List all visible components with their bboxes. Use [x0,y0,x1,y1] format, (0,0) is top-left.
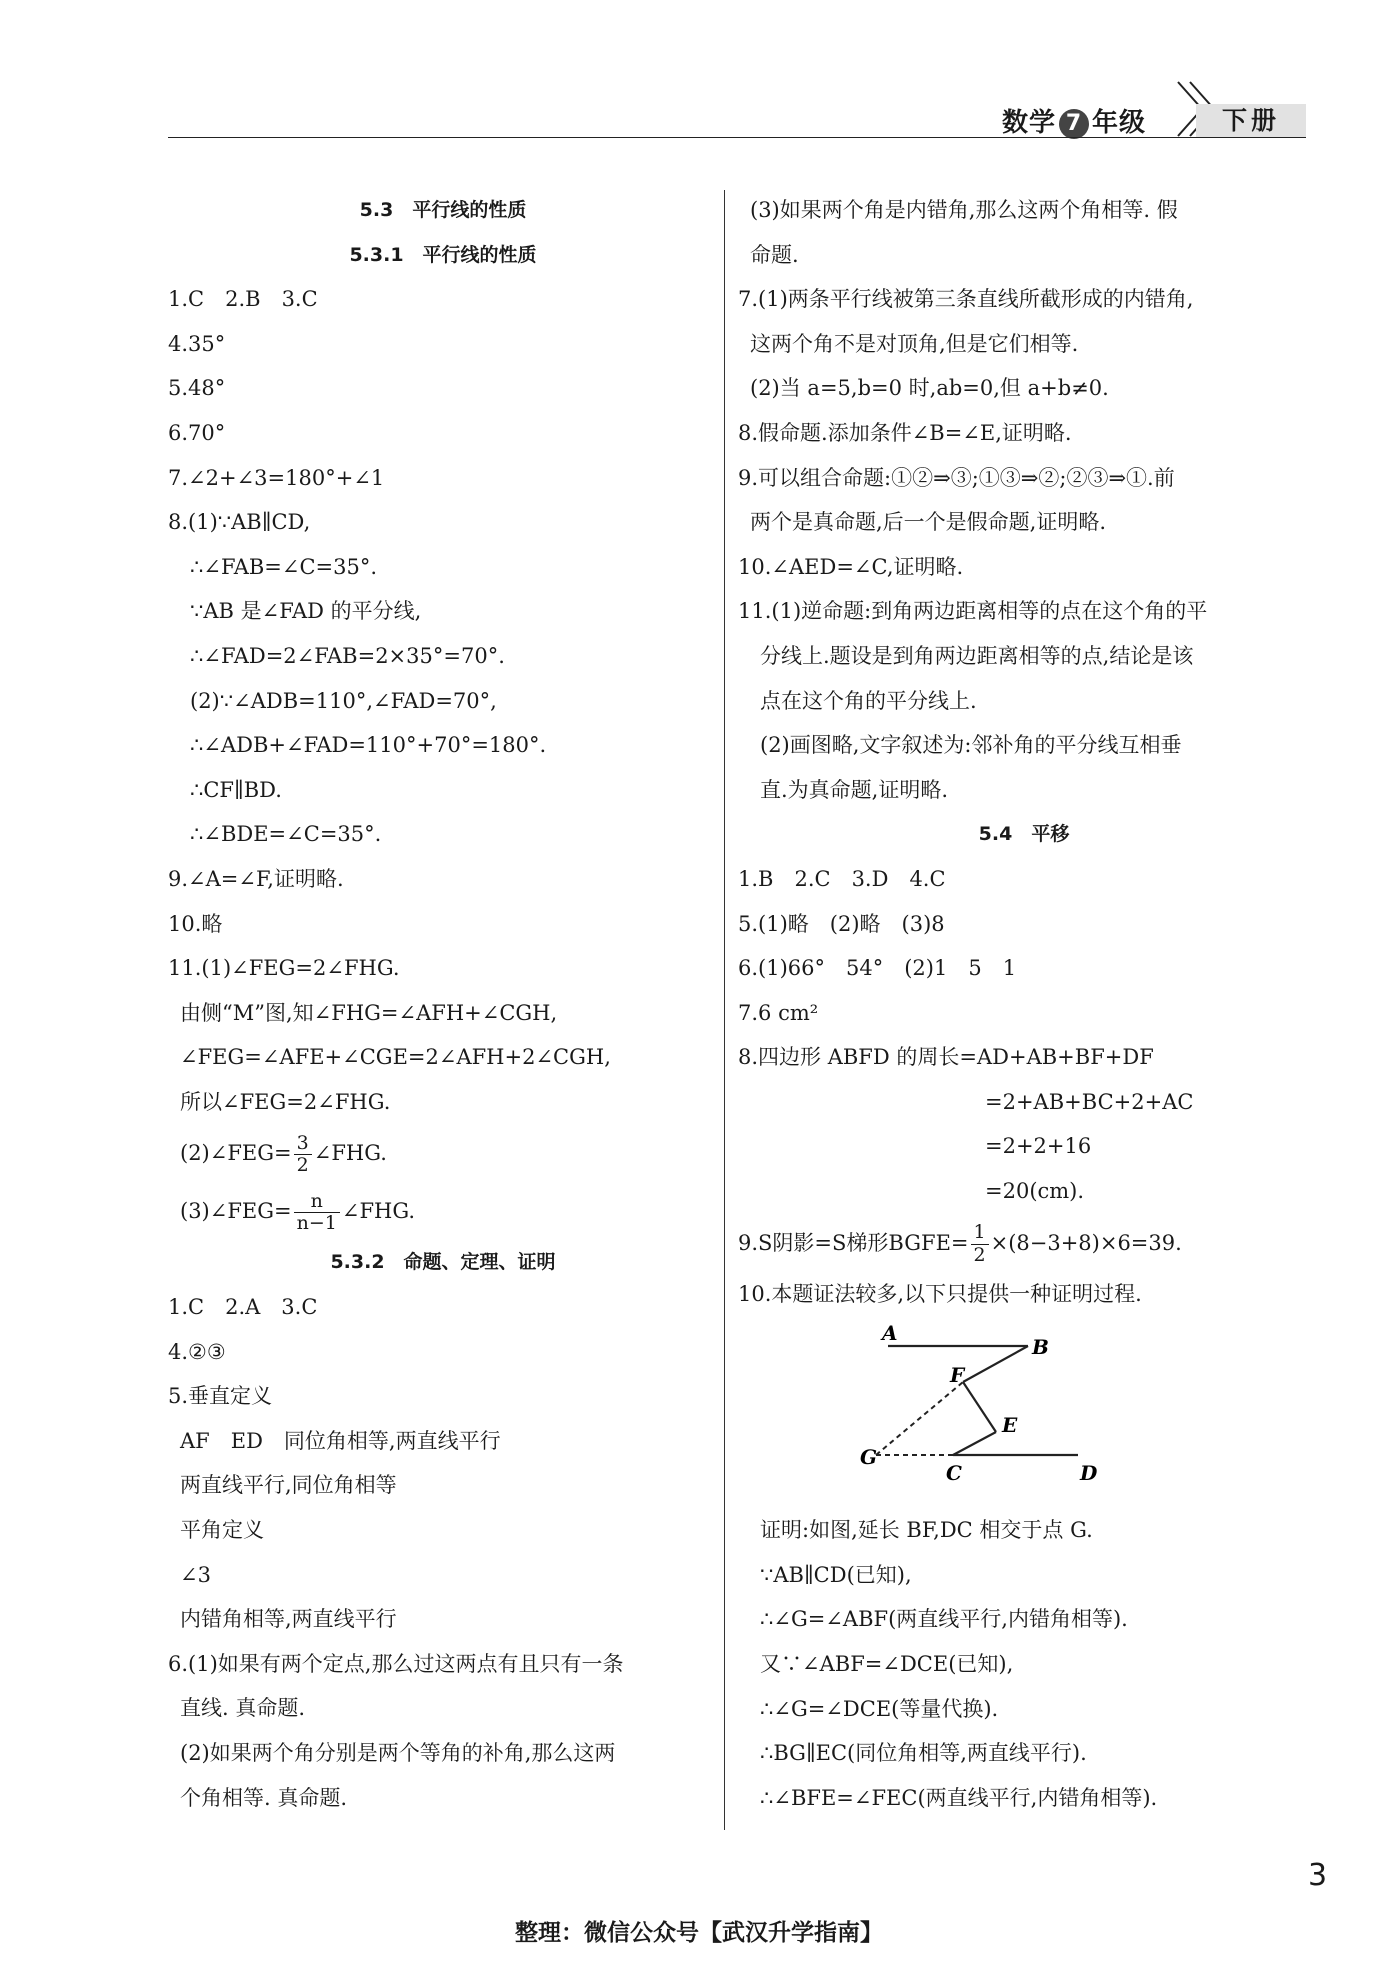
answer-text: 证明:如图,延长 BF,DC 相交于点 G. [760,1518,1093,1543]
answer-text: 内错角相等,两直线平行 [180,1607,397,1632]
answer-line [168,1374,718,1419]
fraction-denominator: n−1 [296,1212,337,1235]
answer-text: 个角相等. 真命题. [180,1785,348,1810]
answer-line [738,1553,1310,1598]
answer-line [738,500,1310,545]
answer-line [168,991,718,1036]
subject-label: 数学 [1002,108,1057,138]
footer-note: 整理：微信公众号【武汉升学指南】 [515,1920,883,1946]
answer-text: 8.假命题.添加条件∠B=∠E,证明略. [738,420,1072,445]
answer-text: 7.∠2+∠3=180°+∠1 [168,465,385,490]
label-B: B [1032,1335,1049,1360]
answer-line [738,1597,1310,1642]
answer-line [168,322,718,367]
geometry-figure [858,1320,1158,1510]
answer-line [738,233,1310,278]
answer-text: 两个是真命题,后一个是假命题,证明略. [750,510,1107,535]
label-C: C [946,1461,962,1486]
answer-text: (3)∠FEG= [180,1199,292,1224]
answer-line [738,723,1310,768]
answer-line [168,277,718,322]
header-subject [1002,102,1146,139]
grade-badge: 7 [1059,109,1089,139]
fraction-numerator: 1 [971,1222,989,1245]
answer-text: 1.B 2.C 3.D 4.C [738,866,946,891]
segment-BF [963,1346,1028,1382]
answer-text: 10.本题证法较多,以下只提供一种证明过程. [738,1281,1142,1306]
answer-line [738,946,1310,991]
answer-line [168,1080,718,1125]
answer-text: 9.可以组合命题:①②⇒③;①③⇒②;②③⇒①.前 [738,465,1175,490]
answer-text: ∠3 [180,1562,211,1587]
answer-text: (2)∵∠ADB=110°,∠FAD=70°, [190,688,497,713]
answer-text: 5.3 平行线的性质 [359,199,527,221]
answer-line [168,545,718,590]
answer-text: ∴∠G=∠ABF(两直线平行,内错角相等). [760,1607,1128,1632]
answer-text: (2)画图略,文字叙述为:邻补角的平分线互相垂 [760,733,1182,758]
dashed-GF [876,1382,963,1455]
header-rule [168,137,1306,138]
answer-text: 分线上.题设是到角两边距离相等的点,结论是该 [760,643,1194,668]
answer-text: ∵AB 是∠FAD 的平分线, [190,599,422,624]
answer-line [168,589,718,634]
answer-text: ∴∠BFE=∠FEC(两直线平行,内错角相等). [760,1785,1158,1810]
answer-text: =2+AB+BC+2+AC [985,1089,1194,1114]
answer-text: (3)如果两个角是内错角,那么这两个角相等. 假 [750,198,1178,222]
answer-line [738,768,1310,813]
answer-line [738,545,1310,590]
answer-line [168,723,718,768]
answer-line [168,456,718,501]
answer-text: ∴∠FAD=2∠FAB=2×35°=70°. [190,643,505,668]
right-answer-column [738,188,1310,1820]
answer-line [738,634,1310,679]
fraction [294,1133,312,1178]
answer-text: 又∵∠ABF=∠DCE(已知), [760,1652,1014,1677]
answer-line [738,1508,1310,1553]
answer-text: 10.∠AED=∠C,证明略. [738,554,964,579]
answer-text: 这两个角不是对顶角,但是它们相等. [750,331,1079,356]
answer-text: 由侧“M”图,知∠FHG=∠AFH+∠CGH, [180,1000,558,1025]
fraction-denominator: 2 [973,1243,986,1266]
answer-line [168,1686,718,1731]
answer-line [738,366,1310,411]
answer-text: ∴∠G=∠DCE(等量代换). [760,1696,999,1721]
answer-text: 8.四边形 ABFD 的周长=AD+AB+BF+DF [738,1045,1154,1070]
answer-text: 直.为真命题,证明略. [760,777,949,802]
answer-line [738,991,1310,1036]
answer-text-tail: ∠FHG. [341,1199,416,1224]
answer-text-tail: ∠FHG. [313,1141,387,1166]
answer-line [168,812,718,857]
answer-text: 5.3.2 命题、定理、证明 [330,1251,556,1274]
answer-text: (2)∠FEG= [180,1141,292,1166]
answer-line [738,1272,1310,1317]
answer-line [738,1776,1310,1821]
volume-tab: 下册 [1196,104,1306,137]
answer-text: ∴∠BDE=∠C=35°. [190,822,382,847]
answer-text: 11.(1)逆命题:到角两边距离相等的点在这个角的平 [738,599,1208,624]
answer-text: 10.略 [168,911,223,936]
answer-text: 1.C 2.A 3.C [168,1295,318,1320]
answer-text: =2+2+16 [985,1134,1092,1159]
segment-FE [963,1382,996,1432]
answer-line [168,768,718,813]
answer-line [168,946,718,991]
answer-line [738,1124,1310,1169]
answer-line [738,1214,1310,1272]
answer-line [168,1731,718,1776]
answer-text: 6.(1)66° 54° (2)1 5 1 [738,956,1017,981]
answer-text: ∠FEG=∠AFE+∠CGE=2∠AFH+2∠CGH, [180,1045,611,1070]
label-G: G [860,1445,878,1470]
answer-text-tail: ×(8−3+8)×6=39. [990,1230,1182,1255]
answer-text: 5.(1)略 (2)略 (3)8 [738,911,945,936]
answer-line [168,634,718,679]
answer-line [738,456,1310,501]
answer-text: 命题. [750,242,799,267]
answer-text: (2)当 a=5,b=0 时,ab=0,但 a+b≠0. [750,376,1109,401]
answer-line [738,1687,1310,1732]
answer-line [168,679,718,724]
answer-text: ∵AB∥CD(已知), [760,1562,912,1587]
answer-text: ∴BG∥EC(同位角相等,两直线平行). [760,1741,1087,1766]
answer-line [168,1463,718,1508]
answer-line [168,1035,718,1080]
segment-EC [953,1432,996,1455]
answer-line [738,857,1310,902]
answer-line [168,1182,718,1240]
answer-text: 7.6 cm² [738,1000,819,1025]
fraction-denominator: 2 [296,1154,309,1177]
answer-line [738,1642,1310,1687]
answer-line [168,1553,718,1598]
answer-line [168,1124,718,1182]
answer-line [738,277,1310,322]
answer-line [168,500,718,545]
label-F: F [950,1363,965,1388]
answer-text: 5.48° [168,376,226,401]
left-answer-column [168,188,718,1820]
section-heading [738,812,1310,857]
answer-text: 8.(1)∵AB∥CD, [168,510,311,535]
answer-text: (2)如果两个角分别是两个等角的补角,那么这两 [180,1741,616,1765]
answer-text: 6.(1)如果有两个定点,那么过这两点有且只有一条 [168,1651,624,1676]
answer-text: AF ED 同位角相等,两直线平行 [180,1428,501,1453]
answer-text: =20(cm). [985,1179,1085,1204]
answer-text: 5.3.1 平行线的性质 [349,243,537,266]
answer-line [168,902,718,947]
answer-text: 5.垂直定义 [168,1384,273,1409]
section-heading [168,1240,718,1285]
column-divider [724,190,725,1830]
answer-text: 6.70° [168,420,226,445]
answer-line [738,589,1310,634]
answer-line [168,1285,718,1330]
answer-line [168,1330,718,1375]
answer-line [168,857,718,902]
answer-line [738,1035,1310,1080]
fraction-numerator: n [294,1191,340,1214]
answer-text: 9.∠A=∠F,证明略. [168,866,344,891]
answer-line [168,1776,718,1821]
answer-text: 5.4 平移 [978,823,1070,846]
section-heading [168,233,718,278]
fraction [971,1222,989,1267]
answer-text: 所以∠FEG=2∠FHG. [180,1089,391,1114]
answer-text: 点在这个角的平分线上. [760,688,977,713]
answer-text: 1.C 2.B 3.C [168,287,318,312]
answer-line [738,679,1310,724]
answer-text: ∴∠ADB+∠FAD=110°+70°=180°. [190,733,547,758]
fraction [294,1191,340,1236]
answer-line [168,1508,718,1553]
answer-text: 9.S阴影=S梯形BGFE= [738,1230,969,1255]
answer-line [738,1169,1310,1214]
answer-line [168,411,718,456]
answer-line [168,1597,718,1642]
answer-text: ∴CF∥BD. [190,777,282,802]
answer-line [738,902,1310,947]
label-E: E [1002,1413,1018,1438]
answer-line [168,366,718,411]
page-number: 3 [1308,1858,1328,1893]
answer-text: 两直线平行,同位角相等 [180,1473,397,1498]
section-heading [168,188,718,233]
figure-slot [738,1316,1310,1508]
answer-line [168,1419,718,1464]
answer-line [168,1642,718,1687]
answer-text: ∴∠FAB=∠C=35°. [190,554,378,579]
answer-text: 11.(1)∠FEG=2∠FHG. [168,956,400,981]
label-D: D [1080,1461,1098,1486]
fraction-numerator: 3 [294,1133,312,1156]
label-A: A [882,1321,898,1346]
answer-line [738,411,1310,456]
answer-text: 直线. 真命题. [180,1696,306,1721]
answer-text: 7.(1)两条平行线被第三条直线所截形成的内错角, [738,287,1194,312]
answer-text: 4.②③ [168,1339,226,1364]
answer-text: 4.35° [168,331,226,356]
answer-line [738,188,1310,233]
answer-text: 平角定义 [180,1518,264,1543]
answer-line [738,322,1310,367]
grade-suffix: 年级 [1092,108,1147,138]
answer-line [738,1080,1310,1125]
answer-line [738,1731,1310,1776]
